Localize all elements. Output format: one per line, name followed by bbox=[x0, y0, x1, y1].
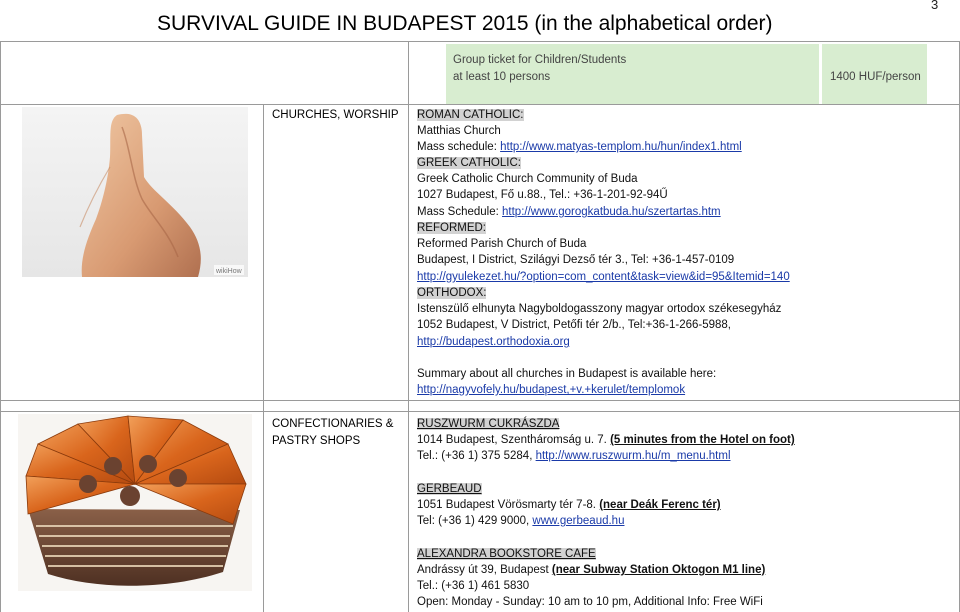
roman-mass-schedule: Mass schedule: http://www.matyas-templom.hu/hun/index1.html bbox=[417, 141, 742, 153]
greek-mass-link[interactable]: http://www.gorogkatbuda.hu/szertartas.htm bbox=[502, 206, 721, 218]
churches-summary-link[interactable]: http://nagyvofely.hu/budapest,+v.+kerulet/templomok bbox=[417, 384, 686, 396]
greek-catholic-heading: GREEK CATHOLIC: bbox=[417, 157, 521, 169]
table-border bbox=[408, 41, 409, 612]
table-border bbox=[0, 400, 960, 401]
alexandra-heading: ALEXANDRA BOOKSTORE CAFE bbox=[417, 548, 596, 560]
roman-catholic-heading: ROMAN CATHOLIC: bbox=[417, 109, 524, 121]
page-number: 3 bbox=[931, 0, 939, 12]
alexandra-hours: Open: Monday - Sunday: 10 am to 10 pm, Additional Info: Free WiFi bbox=[417, 596, 763, 608]
ticket-condition-text: at least 10 persons bbox=[453, 71, 551, 83]
greek-mass-schedule: Mass Schedule: http://www.gorogkatbuda.hu/szertartas.htm bbox=[417, 206, 721, 218]
ticket-type-text: Group ticket for Children/Students bbox=[453, 54, 627, 66]
roman-mass-link[interactable]: http://www.matyas-templom.hu/hun/index1.html bbox=[500, 141, 742, 153]
category-churches: CHURCHES, WORSHIP bbox=[272, 109, 399, 121]
ruszwurm-heading: RUSZWURM CUKRÁSZDA bbox=[417, 418, 560, 430]
orthodox-name: Istenszülő elhunyta Nagyboldogasszony magyar ortodox székesegyház bbox=[417, 303, 782, 315]
table-border bbox=[0, 41, 960, 42]
praying-hands-icon bbox=[22, 107, 248, 277]
gerbeaud-tel: Tel: (+36 1) 429 9000, www.gerbeaud.hu bbox=[417, 515, 625, 527]
svg-text:wikiHow: wikiHow bbox=[216, 268, 242, 275]
alexandra-address: Andrássy út 39, Budapest (near Subway Station Oktogon M1 line) bbox=[417, 564, 766, 576]
ticket-price-text: 1400 HUF/person bbox=[830, 71, 921, 83]
orthodox-link[interactable]: http://budapest.orthodoxia.org bbox=[417, 336, 570, 348]
gerbeaud-link[interactable]: www.gerbeaud.hu bbox=[532, 515, 625, 527]
praying-hands-photo bbox=[22, 107, 248, 277]
ruszwurm-tel: Tel.: (+36 1) 375 5284, http://www.ruszwurm.hu/m_menu.html bbox=[417, 450, 731, 462]
cake-icon bbox=[18, 414, 252, 591]
category-confectionaries: CONFECTIONARIES & PASTRY SHOPS bbox=[272, 418, 394, 447]
reformed-heading: REFORMED: bbox=[417, 222, 486, 234]
gerbeaud-heading: GERBEAUD bbox=[417, 483, 482, 495]
churches-summary-text: Summary about all churches in Budapest is available here: bbox=[417, 368, 717, 380]
table-border bbox=[0, 411, 960, 412]
ruszwurm-address: 1014 Budapest, Szentháromság u. 7. (5 minutes from the Hotel on foot) bbox=[417, 434, 795, 446]
orthodox-address: 1052 Budapest, V District, Petőfi tér 2/b., Tel:+36-1-266-5988, bbox=[417, 319, 731, 331]
page-title: SURVIVAL GUIDE IN BUDAPEST 2015 (in the alphabetical order) bbox=[157, 12, 773, 35]
greek-catholic-name: Greek Catholic Church Community of Buda bbox=[417, 173, 638, 185]
reformed-name: Reformed Parish Church of Buda bbox=[417, 238, 587, 250]
table-border bbox=[0, 104, 960, 105]
greek-catholic-address: 1027 Budapest, Fő u.88., Tel.: +36-1-201-92-94Ű bbox=[417, 189, 668, 201]
ruszwurm-link[interactable]: http://www.ruszwurm.hu/m_menu.html bbox=[535, 450, 731, 462]
reformed-link[interactable]: http://gyulekezet.hu/?option=com_content&task=view&id=95&Itemid=140 bbox=[417, 271, 790, 283]
reformed-address: Budapest, I District, Szilágyi Dezső tér 3., Tel: +36-1-457-0109 bbox=[417, 254, 735, 266]
table-border bbox=[0, 41, 1, 612]
gerbeaud-address: 1051 Budapest Vörösmarty tér 7-8. (near Deák Ferenc tér) bbox=[417, 499, 721, 511]
roman-catholic-name: Matthias Church bbox=[417, 125, 501, 137]
alexandra-tel: Tel.: (+36 1) 461 5830 bbox=[417, 580, 530, 592]
orthodox-heading: ORTHODOX: bbox=[417, 287, 487, 299]
table-border bbox=[263, 104, 264, 612]
dobos-cake-photo bbox=[18, 414, 252, 591]
